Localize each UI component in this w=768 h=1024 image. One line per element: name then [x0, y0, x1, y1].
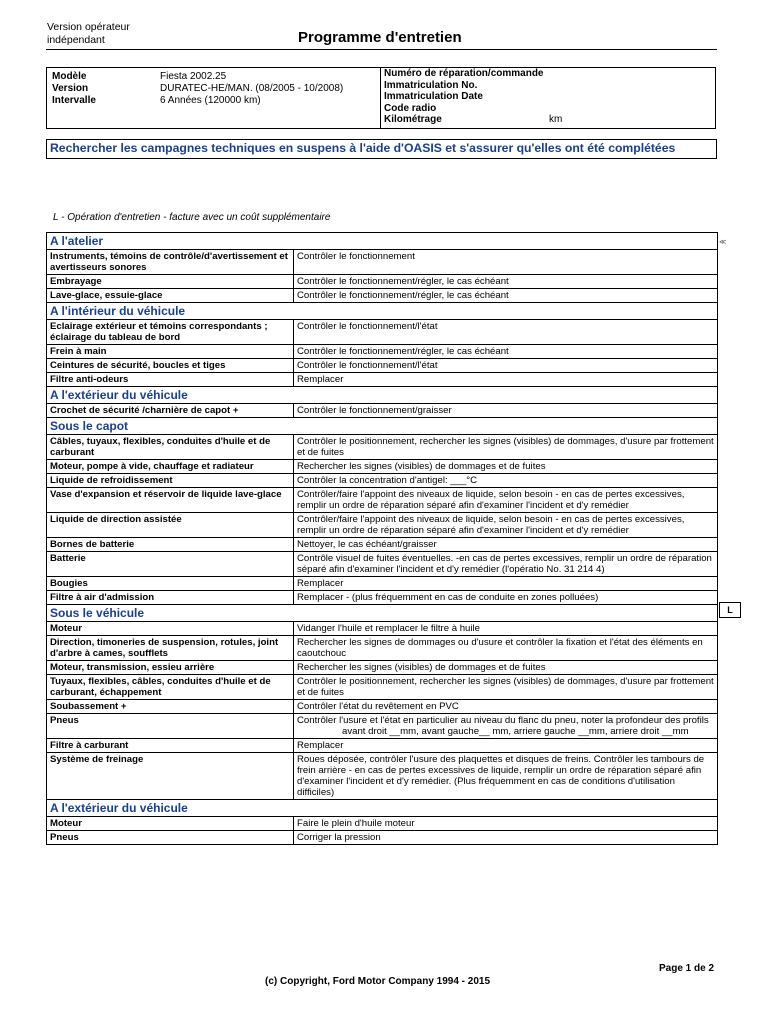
task-action [294, 538, 718, 552]
task-row [47, 275, 718, 289]
task-action-text: Contrôler le fonctionnement/graisser [297, 405, 452, 416]
task-row [47, 753, 718, 800]
section-title: Sous le capot [47, 418, 718, 435]
margin-mark-icon: ≪ [719, 239, 727, 246]
task-item: Lave-glace, essuie-glace [47, 289, 294, 303]
task-item: Filtre anti-odeurs [47, 373, 294, 387]
task-item: Câbles, tuyaux, flexibles, conduites d'huile et de carburant [47, 435, 294, 460]
section-title: A l'intérieur du véhicule [47, 303, 718, 320]
task-row [47, 577, 718, 591]
section-header [47, 233, 718, 250]
task-row [47, 435, 718, 460]
task-action-text: Remplacer - (plus fréquemment en cas de conduite en zones polluées) [297, 592, 599, 603]
section-header [47, 418, 718, 435]
task-action-text: Vidanger l'huile et remplacer le filtre à huile [297, 623, 480, 634]
task-action [294, 345, 718, 359]
task-row [47, 817, 718, 831]
task-row [47, 661, 718, 675]
section-title: A l'atelier [47, 233, 718, 250]
model-value: Fiesta 2002.25 [160, 71, 227, 82]
section-title: Sous le véhicule [47, 605, 718, 622]
task-action [294, 622, 718, 636]
task-action-text: Nettoyer, le cas échéant/graisser [297, 539, 437, 550]
task-item: Ceintures de sécurité, boucles et tiges [47, 359, 294, 373]
operator-version-line1: Version opérateur [47, 21, 130, 33]
task-action-text: Faire le plein d'huile moteur [297, 818, 415, 829]
operator-version-line2: indépendant [47, 34, 105, 46]
version-value: DURATEC-HE/MAN. (08/2005 - 10/2008) [160, 83, 344, 94]
task-row [47, 320, 718, 345]
task-action [294, 831, 718, 845]
copyright-notice: (c) Copyright, Ford Motor Company 1994 - 2015 [265, 976, 491, 987]
task-row [47, 474, 718, 488]
task-action-text: Contrôler le fonctionnement/régler, le cas échéant [297, 276, 509, 287]
task-row [47, 373, 718, 387]
task-item: Embrayage [47, 275, 294, 289]
task-item: Instruments, témoins de contrôle/d'avertissement et avertisseurs sonores [47, 250, 294, 275]
operator-version-label [47, 21, 130, 47]
task-action-text: Contrôler le fonctionnement [297, 251, 415, 262]
task-action [294, 714, 718, 739]
interval-label: Intervalle [52, 95, 96, 106]
task-row [47, 739, 718, 753]
task-action-text: Roues déposée, contrôler l'usure des plaquettes et disques de freins. Contrôler les tambours de frein arrière - en cas de pertes excessives de liquide, remplir un ordre de réparation séparé afin d'examiner l'incident et d'y remédier. (Plus fréquemment en cas de conditions d'utilisation difficiles) [297, 754, 705, 798]
task-action-text: Contrôler le positionnement, rechercher les signes (visibles) de dommages, d'usure par frottement et de fuites [297, 676, 714, 698]
model-label: Modèle [52, 71, 87, 82]
section-title: A l'extérieur du véhicule [47, 800, 718, 817]
section-header [47, 303, 718, 320]
task-row [47, 591, 718, 605]
task-row [47, 831, 718, 845]
task-action-text: Rechercher les signes (visibles) de dommages et de fuites [297, 461, 546, 472]
task-row [47, 636, 718, 661]
task-action [294, 373, 718, 387]
task-action [294, 404, 718, 418]
task-row [47, 700, 718, 714]
task-action [294, 577, 718, 591]
mileage-label: Kilométrage [384, 114, 442, 125]
task-action-text: Remplacer [297, 578, 344, 589]
task-row [47, 675, 718, 700]
task-action [294, 435, 718, 460]
task-action-text: Contrôler le fonctionnement/régler, le cas échéant [297, 290, 509, 301]
task-row [47, 488, 718, 513]
task-row [47, 359, 718, 373]
task-item: Bornes de batterie [47, 538, 294, 552]
task-action-text: Contrôler la concentration d'antigel: ___°C [297, 475, 478, 486]
task-action-text: Remplacer [297, 374, 344, 385]
page-title: Programme d'entretien [298, 29, 462, 46]
task-item: Direction, timoneries de suspension, rotules, joint d'arbre à cames, soufflets [47, 636, 294, 661]
task-action [294, 320, 718, 345]
task-item: Pneus [47, 831, 294, 845]
task-action-text: Contrôler l'usure et l'état en particulier au niveau du flanc du pneu, noter la profondeur des profils [297, 715, 709, 726]
section-header [47, 605, 718, 622]
task-action-text: Contrôle visuel de fuites éventuelles. -en cas de pertes excessives, remplir un ordre de réparation séparé afin d'examiner l'incident et d'y remédier (l'opératio No. 31 214 4) [297, 553, 712, 575]
task-row [47, 714, 718, 739]
section-header [47, 387, 718, 404]
version-label: Version [52, 83, 89, 94]
task-item: Moteur, transmission, essieu arrière [47, 661, 294, 675]
task-item: Soubassement + [47, 700, 294, 714]
task-item: Batterie [47, 552, 294, 577]
task-action-text: Contrôler le positionnement, rechercher les signes (visibles) de dommages, d'usure par frottement et de fuites [297, 436, 714, 458]
task-row [47, 345, 718, 359]
task-action [294, 636, 718, 661]
task-item: Vase d'expansion et réservoir de liquide lave-glace [47, 488, 294, 513]
task-item: Frein à main [47, 345, 294, 359]
task-action [294, 359, 718, 373]
task-action [294, 275, 718, 289]
task-item: Bougies [47, 577, 294, 591]
header-divider [46, 49, 717, 50]
repair-order-label: Numéro de réparation/commande [384, 68, 544, 79]
legend-note: L - Opération d'entretien - facture avec un coût supplémentaire [53, 212, 331, 223]
tyre-depth-line: avant droit __mm, avant gauche__ mm, arriere gauche __mm, arriere droit __mm [342, 726, 689, 737]
task-row [47, 404, 718, 418]
task-row [47, 250, 718, 275]
vehicle-info-box [46, 67, 716, 129]
interval-value: 6 Années (120000 km) [160, 95, 261, 106]
task-action-text: Contrôler le fonctionnement/l'état [297, 321, 438, 332]
section-title: A l'extérieur du véhicule [47, 387, 718, 404]
task-action [294, 675, 718, 700]
task-action-text: Contrôler/faire l'appoint des niveaux de liquide, selon besoin - en cas de pertes excessives, remplir un ordre de réparation séparé afin d'examiner l'incident et d'y remédier [297, 514, 685, 536]
page-number: Page 1 de 2 [659, 963, 715, 974]
task-action-text: Contrôler le fonctionnement/régler, le cas échéant [297, 346, 509, 357]
oasis-campaign-notice: Rechercher les campagnes techniques en suspens à l'aide d'OASIS et s'assurer qu'elles ont été complétées [46, 139, 717, 159]
task-action [294, 817, 718, 831]
task-action-text: Rechercher les signes de dommages ou d'usure et contrôler la fixation et l'état des éléments en caoutchouc [297, 637, 703, 659]
task-action [294, 513, 718, 538]
task-row [47, 460, 718, 474]
task-item: Eclairage extérieur et témoins correspondants ; éclairage du tableau de bord [47, 320, 294, 345]
task-action [294, 474, 718, 488]
task-action [294, 661, 718, 675]
task-item: Crochet de sécurité /charnière de capot + [47, 404, 294, 418]
task-item: Liquide de refroidissement [47, 474, 294, 488]
task-item: Tuyaux, flexibles, câbles, conduites d'huile et de carburant, échappement [47, 675, 294, 700]
registration-no-label: Immatriculation No. [384, 80, 478, 91]
task-action [294, 700, 718, 714]
task-item: Pneus [47, 714, 294, 739]
task-action-text: Contrôler/faire l'appoint des niveaux de liquide, selon besoin - en cas de pertes excessives, remplir un ordre de réparation séparé afin d'examiner l'incident et d'y remédier [297, 489, 685, 511]
task-row [47, 513, 718, 538]
radio-code-label: Code radio [384, 103, 437, 114]
task-item: Moteur [47, 622, 294, 636]
task-row [47, 622, 718, 636]
task-action-text: Corriger la pression [297, 832, 381, 843]
task-action [294, 460, 718, 474]
maintenance-task-table [46, 232, 718, 845]
section-header [47, 800, 718, 817]
task-item: Système de freinage [47, 753, 294, 800]
task-item: Moteur [47, 817, 294, 831]
task-action-text: Rechercher les signes (visibles) de dommages et de fuites [297, 662, 546, 673]
mileage-unit: km [549, 114, 563, 125]
task-action [294, 591, 718, 605]
task-action [294, 250, 718, 275]
task-action [294, 739, 718, 753]
task-action-text: Contrôler l'état du revêtement en PVC [297, 701, 459, 712]
task-item: Filtre à carburant [47, 739, 294, 753]
vehicle-info-divider [380, 67, 381, 129]
task-action-text: Contrôler le fonctionnement/l'état [297, 360, 438, 371]
task-action [294, 552, 718, 577]
task-action [294, 753, 718, 800]
task-item: Liquide de direction assistée [47, 513, 294, 538]
task-action-text: Remplacer [297, 740, 344, 751]
task-row [47, 552, 718, 577]
task-row [47, 289, 718, 303]
task-action [294, 289, 718, 303]
registration-date-label: Immatriculation Date [384, 91, 483, 102]
extra-cost-l-marker: L [719, 602, 741, 618]
task-item: Moteur, pompe à vide, chauffage et radiateur [47, 460, 294, 474]
task-item: Filtre à air d'admission [47, 591, 294, 605]
task-row [47, 538, 718, 552]
task-action [294, 488, 718, 513]
